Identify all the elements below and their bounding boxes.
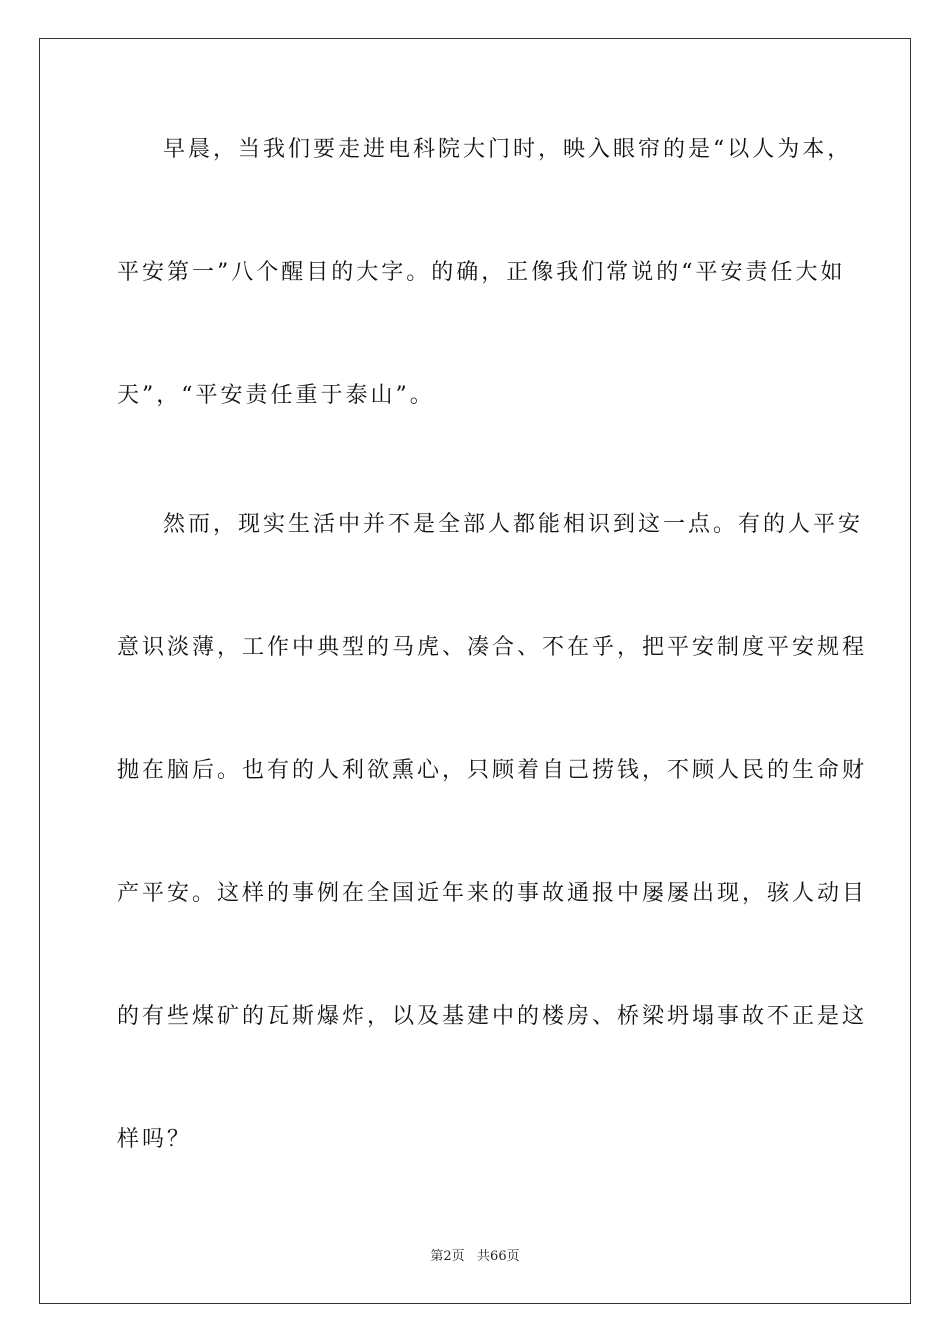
page-border: [39, 38, 911, 1304]
paragraph-2-line-3: 抛在脑后。也有的人利欲熏心，只顾着自己捞钱，不顾人民的生命财: [117, 758, 868, 783]
paragraph-2-line-4: 产平安。这样的事例在全国近年来的事故通报中屡屡出现，骇人动目: [117, 881, 868, 906]
page-number-footer: 第2页 共66页: [430, 1249, 520, 1264]
paragraph-1-line-1: 早晨，当我们要走进电科院大门时，映入眼帘的是“以人为本，: [163, 137, 853, 162]
paragraph-1-line-2: 平安第一”八个醒目的大字。的确，正像我们常说的“平安责任大如: [117, 260, 846, 285]
paragraph-2-line-1: 然而，现实生活中并不是全部人都能相识到这一点。有的人平安: [163, 512, 864, 537]
paragraph-2-line-6: 样吗？: [117, 1127, 193, 1152]
paragraph-2-line-2: 意识淡薄，工作中典型的马虎、凑合、不在乎，把平安制度平安规程: [117, 635, 868, 660]
paragraph-1-line-3: 天”，“平安责任重于泰山”。: [117, 383, 435, 408]
paragraph-2-line-5: 的有些煤矿的瓦斯爆炸，以及基建中的楼房、桥梁坍塌事故不正是这: [117, 1004, 868, 1029]
